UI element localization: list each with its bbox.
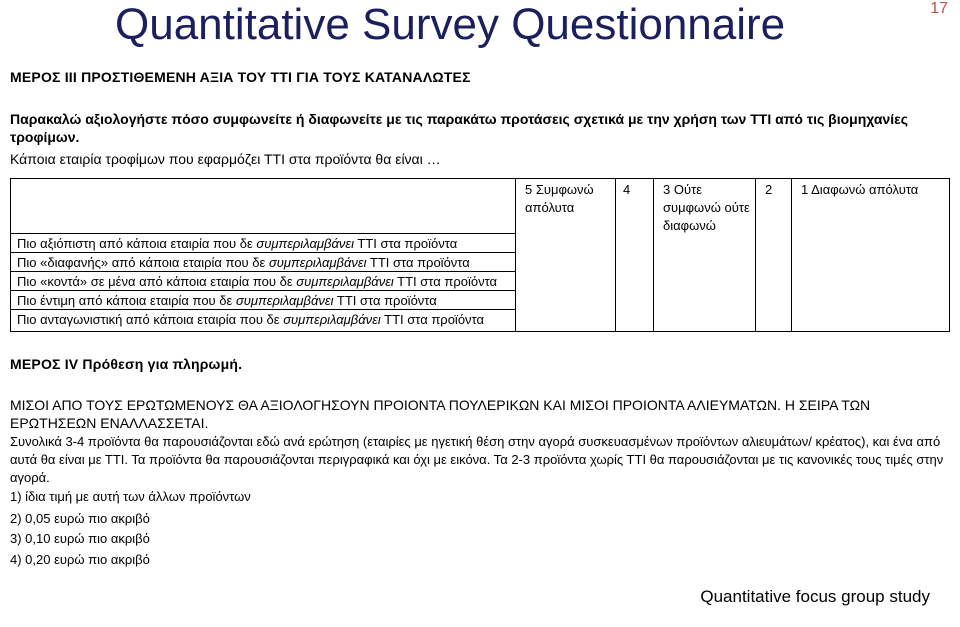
- scale-header-2: 2: [765, 182, 773, 197]
- scale-header-4: 4: [623, 182, 631, 197]
- answer-option: 2) 0,05 ευρώ πιο ακριβό: [10, 511, 150, 526]
- part3-instruction: Παρακαλώ αξιολογήστε πόσο συμφωνείτε ή διαφωνείτε με τις παρακάτω προτάσεις σχετικά με την χρήση των ΤΤΙ από τις βιομηχανίες τροφίμων.: [10, 111, 909, 145]
- table-divider: [653, 179, 654, 331]
- table-divider: [615, 179, 616, 331]
- part4-note: ΜΙΣΟΙ ΑΠΟ ΤΟΥΣ ΕΡΩΤΩΜΕΝΟΥΣ ΘΑ ΑΞΙΟΛΟΓΗΣΟΥΝ ΠΡΟΙΟΝΤΑ ΠΟΥΛΕΡΙΚΩΝ ΚΑΙ ΜΙΣΟΙ ΠΡΟΙΟΝΤΑ ΑΛΙΕΥΜΑΤΩΝ. Η ΣΕΙΡΑ ΤΩΝ ΕΡΩΤΗΣΕΩΝ ΕΝΑΛΛΑΣΣΕΤΑΙ.: [10, 397, 871, 431]
- rating-table: [10, 178, 950, 332]
- part3-lead: Κάποια εταιρία τροφίμων που εφαρμόζει ΤΤΙ στα προϊόντα θα είναι …: [10, 151, 441, 167]
- answer-option: 3) 0,10 ευρώ πιο ακριβό: [10, 531, 150, 546]
- table-divider: [791, 179, 792, 331]
- scale-header-1: 1 Διαφωνώ απόλυτα: [801, 182, 919, 197]
- part4-heading: ΜΕΡΟΣ ΙV Πρόθεση για πληρωμή.: [10, 356, 243, 372]
- page-number: 17: [930, 0, 948, 17]
- table-divider: [515, 179, 516, 331]
- footer-label: Quantitative focus group study: [700, 587, 930, 606]
- statement-row: Πιο «διαφανής» από κάποια εταιρία που δε συμπεριλαμβάνει ΤΤΙ στα προϊόντα: [17, 255, 470, 270]
- scale-header-3: 3 Ούτε συμφωνώ ούτε διαφωνώ: [663, 182, 750, 233]
- statement-row: Πιο ανταγωνιστική από κάποια εταιρία που δε συμπεριλαμβάνει ΤΤΙ στα προϊόντα: [17, 312, 485, 327]
- answer-option: 4) 0,20 ευρώ πιο ακριβό: [10, 552, 150, 567]
- part3-heading: ΜΕΡΟΣ ΙΙΙ ΠΡΟΣΤΙΘΕΜΕΝΗ ΑΞΙΑ ΤΟΥ ΤΤΙ ΓΙΑ ΤΟΥΣ ΚΑΤΑΝΑΛΩΤΕΣ: [10, 69, 471, 85]
- part4-description: Συνολικά 3-4 προϊόντα θα παρουσιάζονται εδώ ανά ερώτηση (εταιρίες με ηγετική θέση στην αγορά συσκευασμένων προϊόντων αλιευμάτων/ κρέατος), και ένα από αυτά θα είναι με ΤΤΙ. Τα προϊόντα θα παρουσιάζονται περιγραφικά και όχι με εικόνα. Τα 2-3 προϊόντα χωρίς ΤΤΙ θα παρουσιάζονται με τις κανονικές τους τιμές στην αγορά.: [10, 434, 944, 485]
- statement-row: Πιο έντιμη από κάποια εταιρία που δε συμπεριλαμβάνει ΤΤΙ στα προϊόντα: [17, 293, 437, 308]
- statement-row: Πιο αξιόπιστη από κάποια εταιρία που δε συμπεριλαμβάνει ΤΤΙ στα προϊόντα: [17, 236, 458, 251]
- table-divider: [755, 179, 756, 331]
- page-title: Quantitative Survey Questionnaire: [115, 0, 786, 49]
- scale-header-5: 5 Συμφωνώ απόλυτα: [525, 182, 594, 215]
- statement-row: Πιο «κοντά» σε μένα από κάποια εταιρία που δε συμπεριλαμβάνει ΤΤΙ στα προϊόντα: [17, 274, 498, 289]
- answer-option: 1) ίδια τιμή με αυτή των άλλων προϊόντων: [10, 489, 251, 504]
